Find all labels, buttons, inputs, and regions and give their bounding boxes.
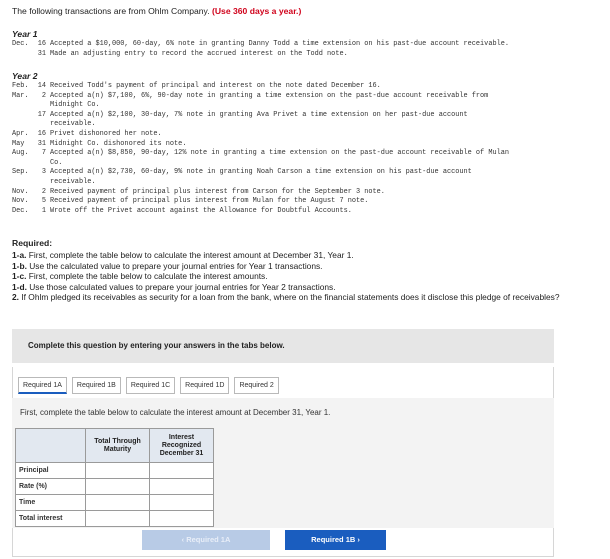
time-recognized-field[interactable] <box>150 495 213 510</box>
transaction-line <box>12 50 348 60</box>
required-item-label: 1-c. <box>12 271 27 281</box>
row-label-time: Time <box>16 495 86 511</box>
instruction-banner <box>12 329 554 363</box>
required-item <box>12 250 602 261</box>
transaction-day: 16 <box>37 130 46 138</box>
table-header-row <box>16 429 214 463</box>
transaction-month: Dec. <box>12 40 29 48</box>
banner-text: Complete this question by entering your answers in the tabs below. <box>28 341 285 350</box>
transaction-text: Accepted a(n) $2,100, 30-day, 7% note in granting Ava Privet a time extension on her past-due account <box>50 110 468 119</box>
transaction-text: Received payment of principal plus interest from Carson for the September 3 note. <box>50 187 385 196</box>
tab-bar <box>18 377 279 394</box>
total-interest-total-field[interactable] <box>86 511 149 526</box>
transaction-text: Accepted a(n) $7,100, 6%, 90-day note in granting a time extension on the past-due account receivable from <box>50 91 489 100</box>
transaction-text: Wrote off the Privet account against the Allowance for Doubtful Accounts. <box>50 206 352 215</box>
intro-text <box>12 6 301 16</box>
previous-tab-button[interactable] <box>142 530 270 550</box>
transaction-day: 16 <box>37 40 46 48</box>
required-item-text: First, complete the table below to calculate the interest amounts. <box>28 271 268 281</box>
transaction-day: 7 <box>41 149 46 158</box>
transaction-text: Received payment of principal plus interest from Mulan for the August 7 note. <box>50 197 369 206</box>
required-item-text: First, complete the table below to calculate the interest amount at December 31, Year 1. <box>28 250 354 260</box>
transaction-day: 2 <box>41 187 46 196</box>
transaction-line <box>12 197 368 207</box>
table-row-principal <box>16 463 214 479</box>
interest-table <box>15 428 214 527</box>
transaction-month: Aug. <box>12 149 29 158</box>
transaction-line <box>12 101 100 111</box>
rate-total-input[interactable] <box>86 479 150 495</box>
required-item-text: Use the calculated value to prepare your journal entries for Year 1 transactions. <box>29 260 323 271</box>
transaction-line <box>12 188 385 198</box>
transaction-text: Co. <box>50 158 63 167</box>
transaction-line <box>12 207 352 217</box>
transaction-month: Nov. <box>12 187 29 196</box>
transaction-text: Accepted a(n) $8,850, 90-day, 12% note in granting a time extension on the past-due account receivable of Mulan <box>50 149 509 158</box>
transaction-text: Midnight Co. <box>50 101 100 110</box>
required-item-text: If Ohlm pledged its receivables as security for a loan from the bank, where on the financial statements does it disclose this pledge of receivables? <box>21 292 560 302</box>
rate-total-field[interactable] <box>86 479 149 494</box>
tab-required-2[interactable]: Required 2 <box>234 377 278 394</box>
transaction-line <box>12 159 62 169</box>
transaction-day: 5 <box>41 197 46 206</box>
transaction-month: May <box>12 139 25 148</box>
transaction-day: 31 <box>37 49 46 58</box>
transaction-line <box>12 130 162 140</box>
transaction-month: Sep. <box>12 168 29 177</box>
required-item-label: 1-b. <box>12 260 27 271</box>
required-item <box>12 282 602 293</box>
transaction-text: Privet dishonored her note. <box>50 130 162 138</box>
transaction-day: 3 <box>41 168 46 177</box>
transaction-month: Apr. <box>12 130 29 138</box>
transaction-text: Made an adjusting entry to record the accrued interest on the Todd note. <box>50 49 348 58</box>
table-row-total-interest <box>16 511 214 527</box>
total-interest-recognized-input[interactable] <box>150 511 214 527</box>
transaction-day: 14 <box>37 82 46 90</box>
principal-total-field[interactable] <box>86 463 149 478</box>
principal-recognized-field[interactable] <box>150 463 213 478</box>
transaction-line <box>12 92 488 102</box>
transaction-day: 1 <box>41 206 46 215</box>
intro-statement: The following transactions are from Ohlm Company. <box>12 6 210 16</box>
transaction-month: Dec. <box>12 206 29 215</box>
principal-recognized-input[interactable] <box>150 463 214 479</box>
transaction-text: Midnight Co. dishonored its note. <box>50 139 187 148</box>
required-item <box>12 261 602 272</box>
tab-required-1a[interactable]: Required 1A <box>18 377 67 394</box>
intro-note: (Use 360 days a year.) <box>211 6 302 16</box>
required-item <box>12 292 602 303</box>
transaction-text: Received Todd's payment of principal and interest on the note dated December 16. <box>50 82 381 90</box>
transaction-month: Nov. <box>12 197 29 206</box>
transaction-text: Accepted a(n) $2,730, 60-day, 9% note in granting Noah Carson a time extension on his past-due account <box>50 168 472 177</box>
transaction-line <box>12 149 509 159</box>
chevron-left-icon: ‹ <box>181 535 185 544</box>
transaction-line <box>12 168 472 178</box>
tab-required-1d[interactable]: Required 1D <box>180 377 229 394</box>
transaction-text: receivable. <box>50 120 96 129</box>
required-item-text: Use those calculated values to prepare your journal entries for Year 2 transactions. <box>29 281 336 292</box>
row-label-rate: Rate (%) <box>16 479 86 495</box>
required-item-label: 2. <box>12 292 19 302</box>
tab-required-1b[interactable]: Required 1B <box>72 377 121 394</box>
transaction-day: 2 <box>41 91 46 100</box>
table-row-time <box>16 495 214 511</box>
rate-recognized-input[interactable] <box>150 479 214 495</box>
transaction-month: Mar. <box>12 91 29 100</box>
transaction-line <box>12 120 96 130</box>
next-tab-label: Required 1B <box>311 535 356 544</box>
total-interest-recognized-field[interactable] <box>150 511 213 526</box>
transaction-day: 17 <box>37 110 46 119</box>
required-item <box>12 271 602 282</box>
year2-heading: Year 2 <box>12 71 38 81</box>
transaction-text: receivable. <box>50 178 96 186</box>
transaction-day: 31 <box>37 139 46 148</box>
row-label-total-interest: Total interest <box>16 511 86 527</box>
column-header-interest-recognized: Interest Recognized December 31 <box>150 429 214 463</box>
panel-instruction: First, complete the table below to calculate the interest amount at December 31, Year 1. <box>20 408 331 417</box>
time-total-input[interactable] <box>86 495 150 511</box>
transaction-line <box>12 40 509 50</box>
table-row-rate <box>16 479 214 495</box>
transaction-line <box>12 178 96 188</box>
table-corner <box>16 429 86 463</box>
transaction-month: Feb. <box>12 82 29 90</box>
time-total-field[interactable] <box>86 495 149 510</box>
next-tab-button[interactable] <box>285 530 386 550</box>
required-item-label: 1-a. <box>12 250 27 260</box>
row-label-principal: Principal <box>16 463 86 479</box>
transaction-line <box>12 82 381 92</box>
transaction-line <box>12 140 186 150</box>
previous-tab-label: Required 1A <box>186 535 231 544</box>
column-header-total-through-maturity: Total Through Maturity <box>86 429 150 463</box>
required-item-label: 1-d. <box>12 281 27 292</box>
principal-total-input[interactable] <box>86 463 150 479</box>
year1-heading: Year 1 <box>12 29 38 39</box>
total-interest-total-input[interactable] <box>86 511 150 527</box>
time-recognized-input[interactable] <box>150 495 214 511</box>
rate-recognized-field[interactable] <box>150 479 213 494</box>
transaction-line <box>12 111 468 121</box>
transaction-text: Accepted a $10,000, 60-day, 6% note in granting Danny Todd a time extension on his past-due account receivable. <box>50 40 509 48</box>
chevron-right-icon: › <box>357 535 360 544</box>
tab-required-1c[interactable]: Required 1C <box>126 377 175 394</box>
required-heading: Required: <box>12 238 53 248</box>
